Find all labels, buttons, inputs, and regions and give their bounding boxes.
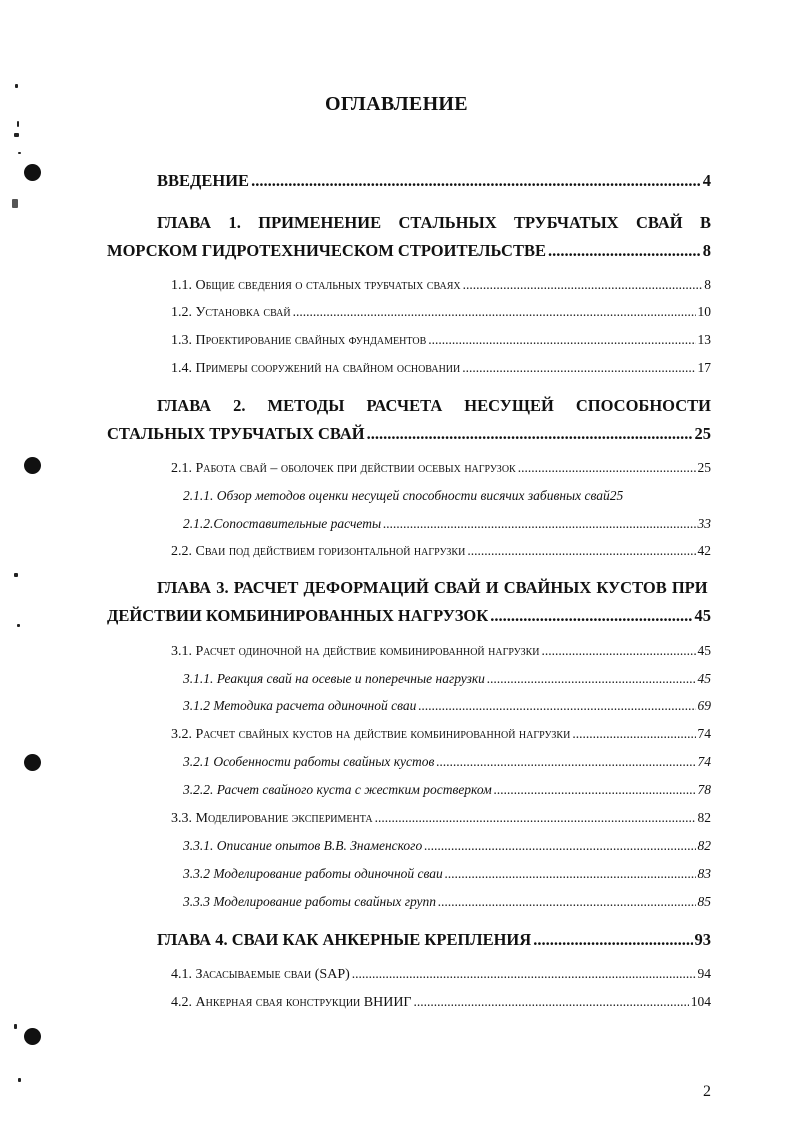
toc-leader	[414, 994, 689, 1010]
toc-label: 3.2.1 Особенности работы свайных кустов	[183, 754, 435, 769]
toc-page: 45	[697, 643, 711, 658]
toc-page: 82	[697, 838, 711, 853]
toc-page: 4	[702, 171, 711, 190]
toc-leader	[572, 726, 695, 742]
toc-leader	[251, 171, 701, 191]
toc-page: 83	[697, 866, 711, 881]
toc-entry-1-2[interactable]	[171, 304, 711, 321]
toc-leader	[375, 810, 696, 826]
toc-leader	[533, 930, 692, 950]
toc-page: 25	[697, 460, 711, 475]
toc-page: 94	[697, 966, 711, 981]
toc-page: 74	[697, 754, 711, 769]
toc-leader	[438, 894, 695, 910]
toc-entry-chapter-3[interactable]	[107, 578, 711, 626]
toc-label: 2.1. Работа свай – оболочек при действии осевых нагрузок	[171, 461, 516, 476]
toc-label: МОРСКОМ ГИДРОТЕХНИЧЕСКОМ СТРОИТЕЛЬСТВЕ	[107, 241, 546, 260]
toc-label: ДЕЙСТВИИ КОМБИНИРОВАННЫХ НАГРУЗОК	[107, 606, 489, 625]
binder-hole	[24, 1028, 41, 1045]
toc-page: 104	[690, 994, 711, 1009]
toc-leader	[293, 304, 696, 320]
toc-page: 93	[694, 930, 711, 949]
toc-leader	[494, 782, 696, 798]
toc-leader	[542, 643, 696, 659]
toc-page: 45	[694, 606, 711, 625]
toc-label: 1.3. Проектирование свайных фундаментов	[171, 333, 427, 348]
toc-label-line1: ГЛАВА 3. РАСЧЕТ ДЕФОРМАЦИЙ СВАЙ И СВАЙНЫХ КУСТОВ ПРИ	[157, 578, 708, 597]
toc-entry-1-4[interactable]	[171, 360, 711, 377]
toc-page: 8	[704, 277, 711, 292]
toc-leader	[424, 838, 695, 854]
toc-leader	[487, 671, 696, 687]
toc-entry-1-3[interactable]	[171, 332, 711, 349]
toc-entry-1-1[interactable]	[171, 277, 711, 294]
toc-leader	[352, 966, 696, 982]
toc-entry-2-1[interactable]	[171, 460, 711, 477]
binder-hole	[24, 164, 41, 181]
toc-label: 1.2. Установка свай	[171, 305, 291, 320]
toc-page: 25	[609, 488, 624, 503]
toc-label: СТАЛЬНЫХ ТРУБЧАТЫХ СВАЙ	[107, 424, 365, 443]
toc-label: ВВЕДЕНИЕ	[157, 171, 250, 190]
toc-entry-introduction[interactable]	[157, 171, 711, 191]
toc-label: 3.3.2 Моделирование работы одиночной сваи	[183, 866, 443, 881]
toc-page: 10	[697, 304, 711, 319]
toc-entry-4-2[interactable]	[171, 994, 711, 1011]
toc-entry-2-2[interactable]	[171, 543, 711, 560]
toc-page: 25	[694, 424, 711, 443]
toc-label: 2.2. Сваи под действием горизонтальной нагрузки	[171, 544, 466, 559]
toc-label: 3.2.2. Расчет свайного куста с жестким ростверком	[183, 782, 492, 797]
toc-label: 3.3.1. Описание опытов В.В. Знаменского	[183, 838, 423, 853]
toc-page: 74	[697, 726, 711, 741]
scan-speck	[14, 133, 19, 137]
scan-speck	[17, 624, 20, 627]
toc-entry-chapter-4[interactable]	[157, 930, 711, 950]
scan-speck	[14, 1024, 17, 1029]
toc-label: 3.1. Расчет одиночной на действие комбинированной нагрузки	[171, 644, 540, 659]
scan-speck	[18, 1078, 21, 1082]
toc-page: 13	[697, 332, 711, 347]
toc-entry-3-1-2[interactable]	[183, 698, 711, 714]
binder-hole	[24, 457, 41, 474]
toc-label: 2.1.2.Сопоставительные расчеты	[183, 516, 382, 531]
toc-leader	[462, 360, 695, 376]
toc-label: 4.2. Анкерная свая конструкции ВНИИГ	[171, 995, 412, 1010]
toc-page: 78	[697, 782, 711, 797]
toc-leader	[418, 698, 695, 714]
toc-leader	[367, 424, 693, 444]
toc-leader	[383, 516, 695, 532]
toc-entry-3-2-2[interactable]	[183, 782, 711, 798]
toc-entry-3-2[interactable]	[171, 726, 711, 743]
toc-page: 42	[697, 543, 711, 558]
toc-leader	[436, 754, 695, 770]
toc-label: 1.4. Примеры сооружений на свайном основании	[171, 361, 461, 376]
toc-entry-chapter-2[interactable]	[107, 396, 711, 444]
scan-speck	[14, 573, 18, 577]
toc-page: 45	[697, 671, 711, 686]
toc-page: 17	[697, 360, 711, 375]
toc-entry-3-3-3[interactable]	[183, 894, 711, 910]
toc-label: 2.1.1. Обзор методов оценки несущей способности висячих забивных свай	[183, 488, 610, 503]
toc-leader	[463, 277, 703, 293]
toc-label: 4.1. Засасываемые сваи (SAP)	[171, 967, 350, 982]
toc-entry-3-1-1[interactable]	[183, 671, 711, 687]
toc-entry-3-2-1[interactable]	[183, 754, 711, 770]
binder-hole	[24, 754, 41, 771]
toc-label: ГЛАВА 4. СВАИ КАК АНКЕРНЫЕ КРЕПЛЕНИЯ	[157, 930, 532, 949]
page-title: ОГЛАВЛЕНИЕ	[325, 93, 468, 115]
scan-speck	[18, 152, 21, 154]
toc-leader	[548, 241, 701, 261]
toc-leader	[428, 332, 695, 348]
toc-entry-3-1[interactable]	[171, 643, 711, 660]
toc-leader	[518, 460, 696, 476]
toc-leader	[490, 606, 692, 626]
toc-label: 3.3.3 Моделирование работы свайных групп	[183, 894, 437, 909]
toc-label-line1: ГЛАВА 2. МЕТОДЫ РАСЧЕТА НЕСУЩЕЙ СПОСОБНОСТИ	[157, 396, 711, 415]
toc-entry-2-1-2[interactable]	[183, 516, 711, 532]
toc-entry-chapter-1[interactable]	[107, 213, 711, 261]
toc-entry-3-3-2[interactable]	[183, 866, 711, 882]
page-number: 2	[703, 1083, 711, 1100]
toc-entry-3-3-1[interactable]	[183, 838, 711, 854]
toc-page: 82	[697, 810, 711, 825]
toc-label: 3.1.2 Методика расчета одиночной сваи	[183, 698, 417, 713]
toc-page: 69	[697, 698, 711, 713]
toc-label: 3.2. Расчет свайных кустов на действие комбинированной нагрузки	[171, 727, 571, 742]
scan-speck	[12, 199, 18, 208]
scan-speck	[17, 121, 19, 127]
scan-speck	[15, 84, 18, 88]
toc-leader	[445, 866, 696, 882]
toc-label: 1.1. Общие сведения о стальных трубчатых сваях	[171, 278, 461, 293]
toc-page: 85	[697, 894, 711, 909]
toc-label-line1: ГЛАВА 1. ПРИМЕНЕНИЕ СТАЛЬНЫХ ТРУБЧАТЫХ СВАЙ В	[157, 213, 711, 232]
toc-entry-2-1-1[interactable]	[183, 488, 711, 504]
toc-label: 3.3. Моделирование эксперимента	[171, 811, 373, 826]
toc-page: 33	[697, 516, 711, 531]
toc-page: 8	[702, 241, 711, 260]
toc-leader	[467, 543, 695, 559]
toc-label: 3.1.1. Реакция свай на осевые и поперечные нагрузки	[183, 671, 485, 686]
toc-entry-3-3[interactable]	[171, 810, 711, 827]
toc-entry-4-1[interactable]	[171, 966, 711, 983]
